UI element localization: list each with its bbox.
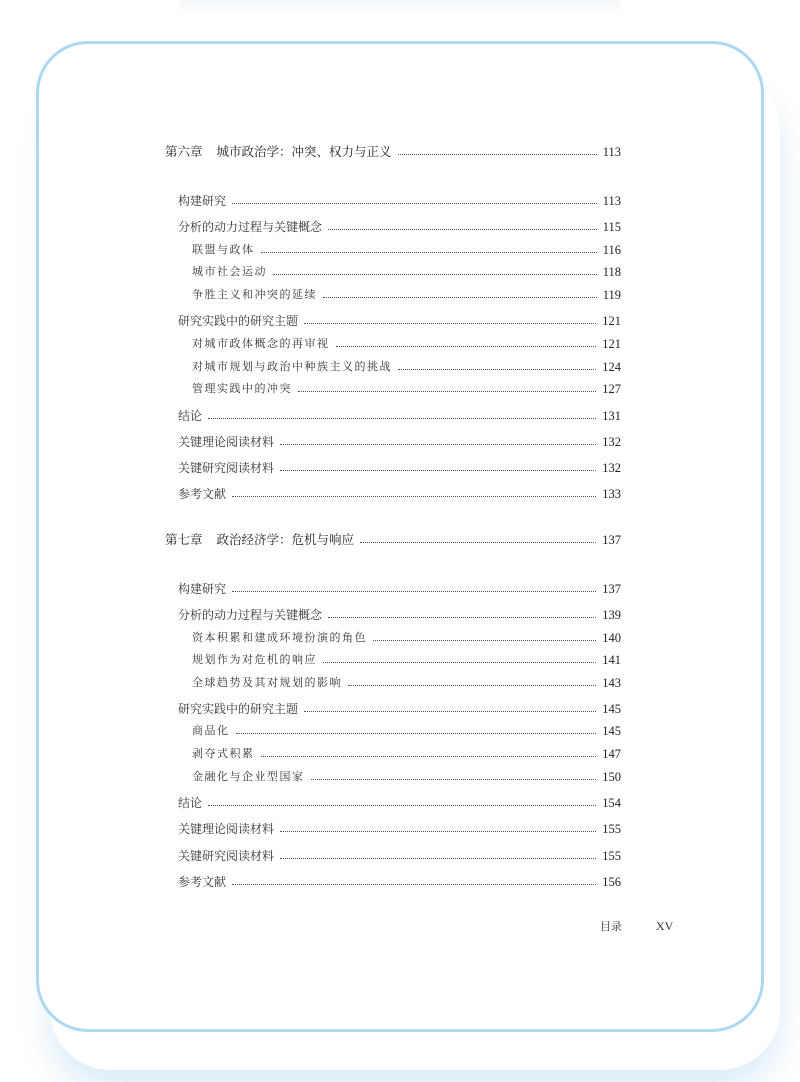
dot-leader [304,322,596,324]
page-number: 141 [602,653,621,667]
dot-leader [261,755,597,757]
page-number: 133 [602,487,621,501]
dot-leader [232,883,596,885]
toc-entry[interactable] [178,458,621,478]
dot-leader [280,857,596,859]
footer-section-label: 目录 [600,920,622,933]
dot-leader [304,710,596,712]
dot-leader [232,590,596,592]
toc-subentry[interactable] [192,721,621,741]
page-number: 116 [602,243,621,257]
entry-label: 分析的动力过程与关键概念 [178,220,323,234]
toc-subentry[interactable] [192,650,621,670]
page-number: 143 [602,676,621,690]
entry-label: 分析的动力过程与关键概念 [178,608,323,622]
page-number: 113 [602,194,621,208]
toc-entry[interactable] [178,605,621,625]
entry-label: 关键研究阅读材料 [178,849,275,863]
toc-entry[interactable] [178,846,621,866]
page-number: 147 [602,747,621,761]
dot-leader [280,443,596,445]
toc-entry[interactable] [178,311,621,331]
toc-entry[interactable] [178,699,621,719]
page-footer [600,917,673,935]
toc-entry[interactable] [178,432,621,452]
toc-entry[interactable] [178,191,621,211]
entry-label: 参考文献 [178,875,227,889]
toc-subentry[interactable] [192,744,621,764]
page-number: 121 [602,337,621,351]
page-number: 119 [602,288,621,302]
entry-label: 联盟与政体 [192,243,255,256]
entry-label: 研究实践中的研究主题 [178,314,299,328]
page-number: 132 [602,461,621,475]
page-number: 155 [602,822,621,836]
dot-leader [311,778,597,780]
entry-label: 管理实践中的冲突 [192,382,292,395]
page-number: 131 [602,409,621,423]
page-number: 127 [602,382,621,396]
entry-label: 商品化 [192,724,230,737]
page-number: 121 [602,314,621,328]
page-number: 145 [602,702,621,716]
toc-entry[interactable] [178,793,621,813]
page-number: 139 [602,608,621,622]
dot-leader [236,732,597,734]
entry-label: 关键理论阅读材料 [178,435,275,449]
dot-leader [398,368,596,370]
dot-leader [232,202,597,204]
dot-leader [208,417,596,419]
toc-subentry[interactable] [192,357,621,377]
dot-leader [280,469,596,471]
entry-label: 参考文献 [178,487,227,501]
chapter-number: 第六章 [165,144,203,159]
dot-leader [328,228,597,230]
entry-label: 研究实践中的研究主题 [178,702,299,716]
toc-subentry[interactable] [192,262,621,282]
chapter-title: 城市政治学：冲突、权力与正义 [216,144,392,159]
toc-entry[interactable] [178,579,621,599]
page-number: 137 [602,582,621,596]
toc-entry[interactable] [178,872,621,892]
toc-entry[interactable] [178,217,621,237]
toc-entry[interactable] [178,819,621,839]
entry-label: 结论 [178,409,203,423]
dot-leader [348,684,596,686]
dot-leader [298,390,596,392]
toc-entry[interactable] [178,406,621,426]
entry-label: 争胜主义和冲突的延续 [192,288,317,301]
toc-entry[interactable] [178,484,621,504]
page-number: 150 [602,770,621,784]
entry-label: 金融化与企业型国家 [192,770,305,783]
page-number: 155 [602,849,621,863]
page-number: 156 [602,875,621,889]
dot-leader [232,495,596,497]
entry-label: 结论 [178,796,203,810]
page-number: 113 [602,145,621,159]
chapter-heading[interactable] [165,530,621,550]
chapter-title: 政治经济学：危机与响应 [216,532,355,547]
dot-leader [323,296,597,298]
footer-page-number: XV [656,918,674,933]
entry-label: 关键理论阅读材料 [178,822,275,836]
entry-label: 对城市规划与政治中种族主义的挑战 [192,360,392,373]
entry-label: 城市社会运动 [192,265,267,278]
toc-subentry[interactable] [192,334,621,354]
page-number: 118 [602,265,621,279]
page-number: 137 [602,533,621,547]
dot-leader [280,830,596,832]
toc-subentry[interactable] [192,673,621,693]
toc-subentry[interactable] [192,628,621,648]
entry-label: 剥夺式积累 [192,747,255,760]
entry-label: 资本积累和建成环境扮演的角色 [192,631,367,644]
entry-label: 对城市政体概念的再审视 [192,337,330,350]
dot-leader [323,661,596,663]
entry-label: 构建研究 [178,582,227,596]
page-number: 145 [602,724,621,738]
chapter-heading[interactable] [165,142,621,162]
entry-label: 全球趋势及其对规划的影响 [192,676,342,689]
dot-leader [328,616,596,618]
dot-leader [208,804,596,806]
toc-subentry[interactable] [192,767,621,787]
dot-leader [273,273,597,275]
page-number: 140 [602,631,621,645]
toc-subentry[interactable] [192,285,621,305]
toc-subentry[interactable] [192,240,621,260]
page-number: 115 [602,220,621,234]
dot-leader [373,639,596,641]
page-number: 132 [602,435,621,449]
dot-leader [261,251,597,253]
entry-label: 构建研究 [178,194,227,208]
toc-subentry[interactable] [192,379,621,399]
page-number: 124 [602,360,621,374]
dot-leader [336,345,597,347]
entry-label: 关键研究阅读材料 [178,461,275,475]
dot-leader [360,541,596,543]
chapter-number: 第七章 [165,532,203,547]
page-number: 154 [602,796,621,810]
entry-label: 规划作为对危机的响应 [192,653,317,666]
dot-leader [398,153,597,155]
